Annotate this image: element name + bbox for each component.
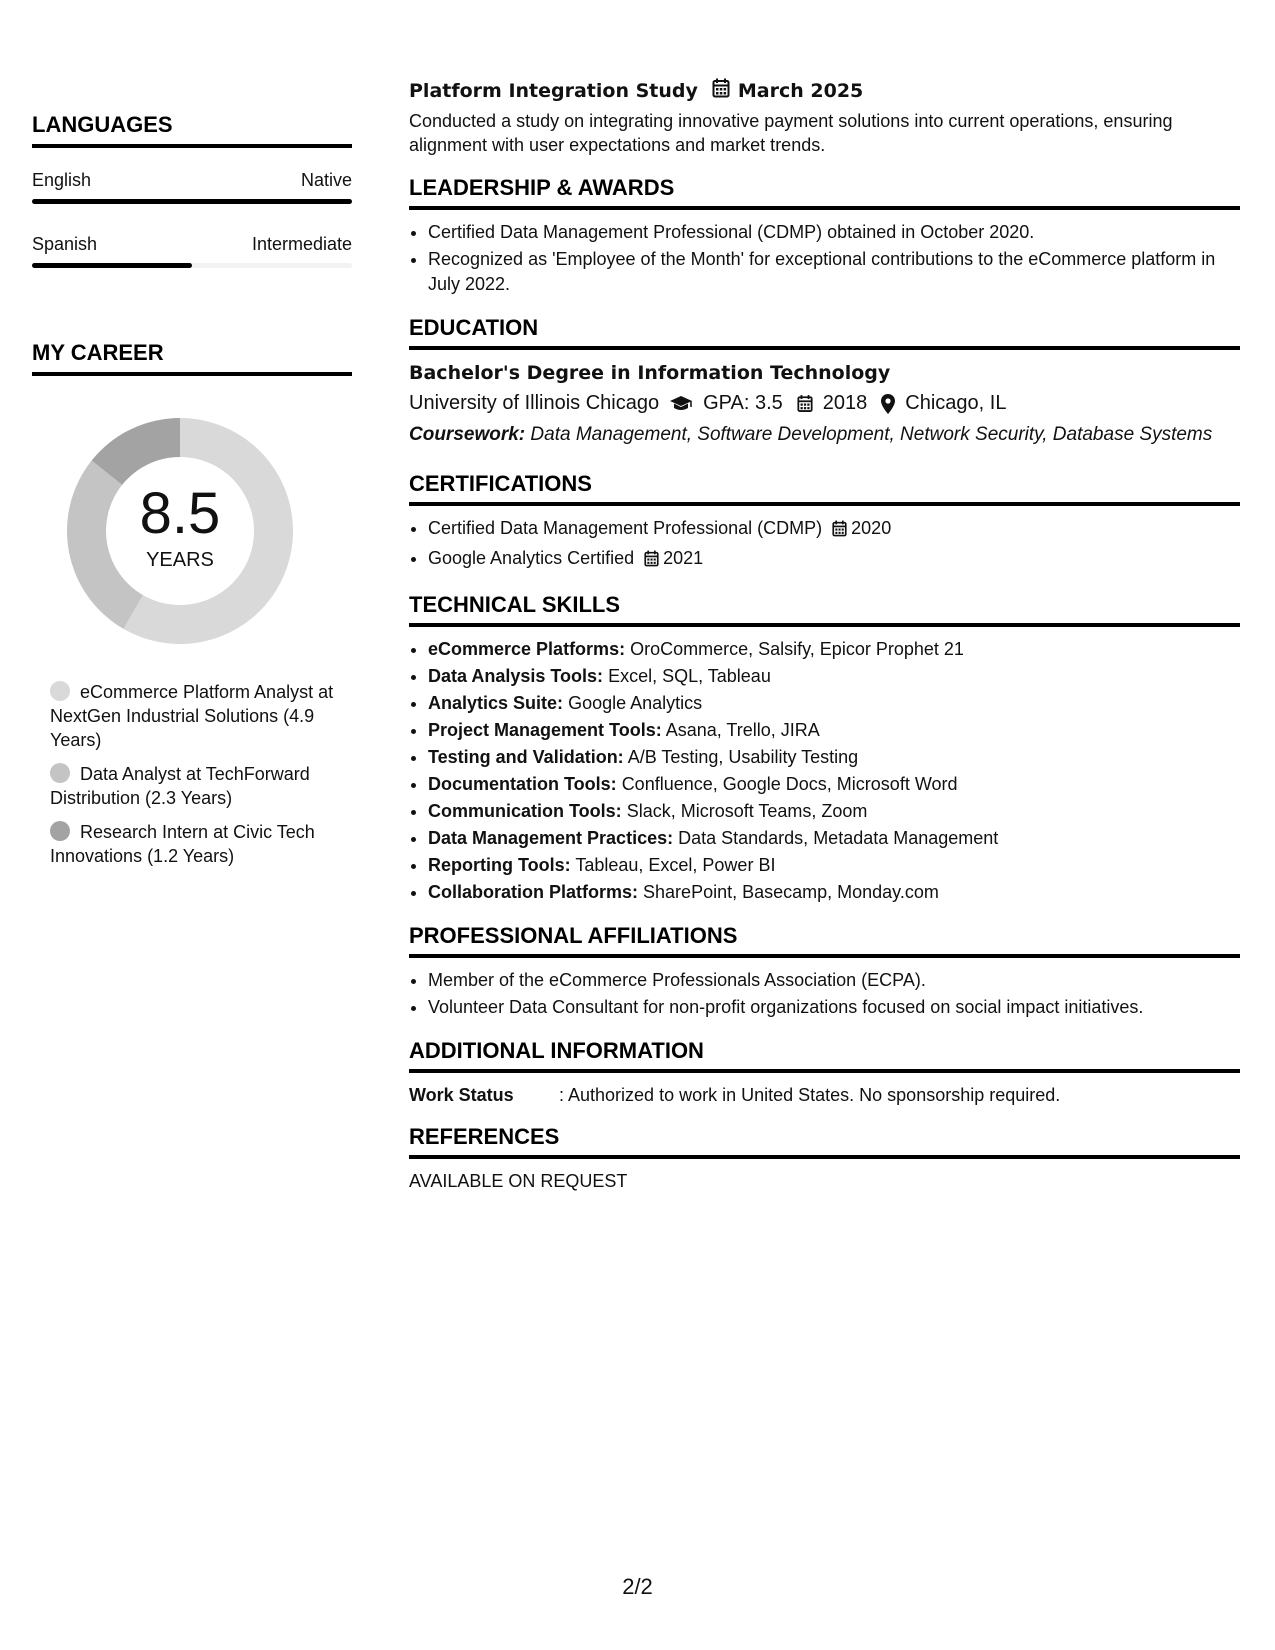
cert-name: Certified Data Management Professional (CDMP) — [428, 518, 823, 538]
skill-value: A/B Testing, Usability Testing — [627, 747, 859, 767]
skill-label: Reporting Tools: — [428, 855, 571, 875]
education-gpa: GPA: 3.5 — [703, 392, 783, 414]
work-status-label: Work Status — [409, 1085, 514, 1105]
project-description: Conducted a study on integrating innovative payment solutions into current operations, ensuring alignment with user expectations and market trends. — [409, 111, 1173, 155]
skill-item — [428, 637, 1240, 662]
education-title: EDUCATION — [409, 315, 1240, 350]
affiliations-list — [409, 968, 1240, 1020]
calendar-icon — [832, 519, 847, 544]
language-name: Spanish — [32, 234, 98, 254]
list-item: • Recognized as 'Employee of the Month' for exceptional contributions to the eCommerce platform in July 2022. — [428, 247, 1240, 297]
skill-label: Data Analysis Tools: — [428, 666, 604, 686]
skill-label: Testing and Validation: — [428, 747, 624, 767]
skill-value: SharePoint, Basecamp, Monday.com — [643, 882, 939, 902]
list-item — [428, 546, 1240, 574]
skills-title: TECHNICAL SKILLS — [409, 592, 1240, 627]
skill-value: Asana, Trello, JIRA — [665, 720, 820, 740]
skill-item — [428, 826, 1240, 851]
legend-item — [50, 820, 340, 868]
education-degree: Bachelor's Degree in Information Technology — [409, 362, 891, 384]
graduation-cap-icon — [669, 395, 693, 413]
references-text: AVAILABLE ON REQUEST — [409, 1171, 628, 1191]
skill-label: eCommerce Platforms: — [428, 639, 626, 659]
skill-item — [428, 772, 1240, 797]
project-date: March 2025 — [737, 79, 864, 102]
skill-item — [428, 745, 1240, 770]
career-section — [32, 340, 352, 868]
language-bar-fill — [32, 263, 192, 268]
language-item — [32, 170, 352, 204]
legend-label: eCommerce Platform Analyst at NextGen Industrial Solutions (4.9 Years) — [50, 682, 334, 750]
list-item: • Member of the eCommerce Professionals Association (ECPA). — [428, 968, 1240, 993]
skill-item — [428, 664, 1240, 689]
languages-title: LANGUAGES — [32, 112, 352, 148]
skills-list — [409, 637, 1240, 905]
calendar-icon — [797, 394, 813, 413]
career-legend — [50, 680, 340, 868]
leadership-title: LEADERSHIP & AWARDS — [409, 175, 1240, 210]
language-name: English — [32, 170, 92, 190]
education-school: University of Illinois Chicago — [409, 392, 660, 414]
coursework-label: Coursework: — [409, 424, 526, 445]
education-coursework — [409, 423, 1240, 447]
sidebar — [32, 112, 352, 878]
references-title: REFERENCES — [409, 1124, 1240, 1159]
career-title: MY CAREER — [32, 340, 352, 376]
language-level: Native — [300, 170, 352, 190]
skill-label: Communication Tools: — [428, 801, 622, 821]
certifications-list — [409, 516, 1240, 574]
language-item — [32, 234, 352, 268]
career-unit: YEARS — [146, 548, 214, 571]
skill-item — [428, 853, 1240, 878]
skill-item — [428, 799, 1240, 824]
calendar-icon — [644, 549, 659, 574]
skill-item — [428, 691, 1240, 716]
cert-name: Google Analytics Certified — [428, 548, 635, 568]
career-total: 8.5 — [139, 480, 221, 546]
language-bar — [32, 199, 352, 204]
leadership-list — [409, 220, 1240, 297]
legend-label: Research Intern at Civic Tech Innovations (1.2 Years) — [50, 822, 315, 866]
education-entry — [409, 362, 1240, 447]
project-title: Platform Integration Study — [409, 79, 698, 102]
skill-label: Documentation Tools: — [428, 774, 617, 794]
cert-year: 2021 — [663, 548, 704, 568]
skill-label: Collaboration Platforms: — [428, 882, 639, 902]
legend-dot — [50, 681, 70, 701]
additional-info-title: ADDITIONAL INFORMATION — [409, 1038, 1240, 1073]
work-status-value: : Authorized to work in United States. No sponsorship required. — [559, 1085, 1061, 1105]
education-year: 2018 — [822, 392, 868, 414]
legend-item — [50, 762, 340, 810]
languages-section — [32, 112, 352, 268]
skill-value: Google Analytics — [568, 693, 703, 713]
skill-label: Analytics Suite: — [428, 693, 564, 713]
skill-value: Confluence, Google Docs, Microsoft Word — [621, 774, 958, 794]
page-number: 2/2 — [622, 1574, 653, 1599]
coursework-value: Data Management, Software Development, Network Security, Database Systems — [530, 424, 1213, 445]
affiliations-title: PROFESSIONAL AFFILIATIONS — [409, 923, 1240, 958]
list-item: • Certified Data Management Professional (CDMP) obtained in October 2020. — [428, 220, 1240, 245]
legend-dot — [50, 763, 70, 783]
location-pin-icon — [881, 394, 895, 414]
skill-value: Slack, Microsoft Teams, Zoom — [626, 801, 868, 821]
skill-label: Data Management Practices: — [428, 828, 674, 848]
main-content — [409, 78, 1240, 1192]
list-item — [428, 516, 1240, 544]
cert-year: 2020 — [851, 518, 892, 538]
skill-value: Tableau, Excel, Power BI — [575, 855, 776, 875]
language-level: Intermediate — [251, 234, 352, 254]
legend-label: Data Analyst at TechForward Distribution (2.3 Years) — [50, 764, 310, 808]
list-item: • Volunteer Data Consultant for non-profit organizations focused on social impact initiatives. — [428, 995, 1240, 1020]
certifications-title: CERTIFICATIONS — [409, 471, 1240, 506]
legend-item — [50, 680, 340, 752]
project-entry — [409, 78, 1240, 157]
work-status-row — [409, 1085, 1240, 1106]
legend-dot — [50, 821, 70, 841]
skill-value: Excel, SQL, Tableau — [608, 666, 771, 686]
skill-value: OroCommerce, Salsify, Epicor Prophet 21 — [630, 639, 964, 659]
skill-item — [428, 880, 1240, 905]
career-donut-chart — [67, 418, 293, 644]
education-location: Chicago, IL — [905, 392, 1007, 414]
skill-value: Data Standards, Metadata Management — [678, 828, 999, 848]
skill-item — [428, 718, 1240, 743]
language-bar — [32, 263, 352, 268]
calendar-icon — [712, 78, 730, 103]
language-bar-fill — [32, 199, 352, 204]
skill-label: Project Management Tools: — [428, 720, 662, 740]
